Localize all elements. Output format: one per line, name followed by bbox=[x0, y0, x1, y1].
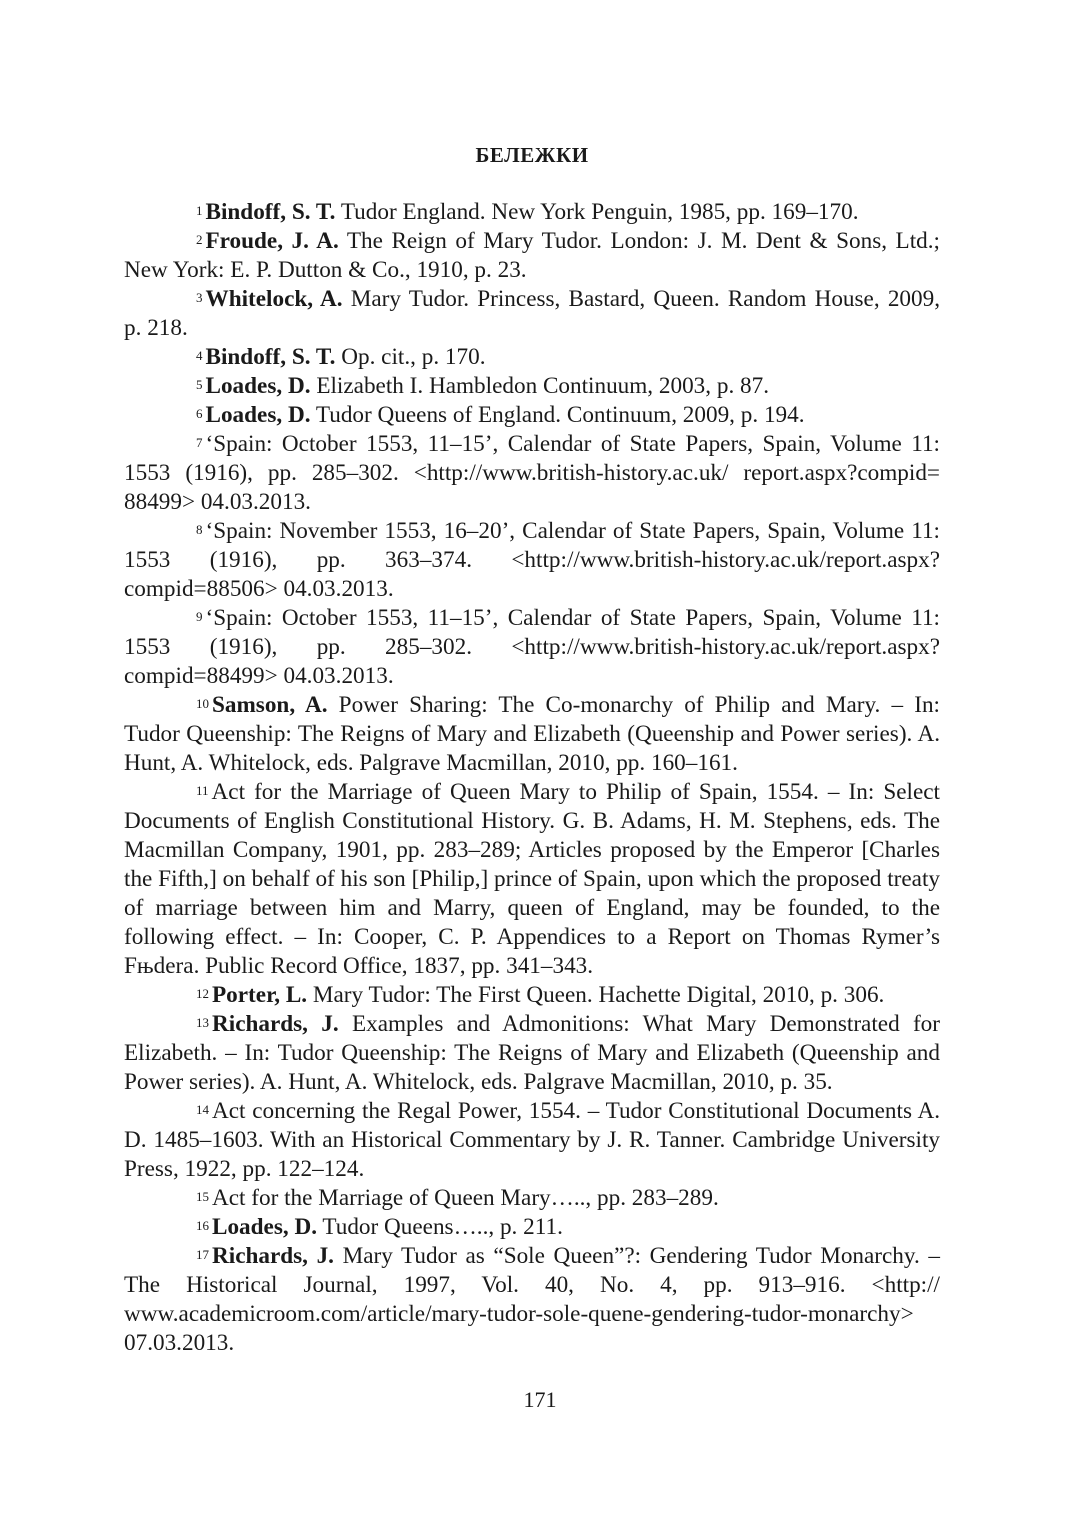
note-text: ‘Spain: November 1553, 16–20’, Calendar of State Papers, Spain, Volume 11: 1553 (1916), pp. 363–374. <http://www.british-history.ac.uk/report.aspx? compid=88506> 04.03.2013. bbox=[124, 518, 940, 602]
note-number: 2 bbox=[196, 232, 203, 247]
note-number: 12 bbox=[196, 986, 209, 1001]
note-number: 11 bbox=[196, 783, 209, 798]
note-text: Tudor Queens of England. Continuum, 2009, p. 194. bbox=[310, 402, 805, 428]
note-text: Act concerning the Regal Power, 1554. – Tudor Constitutional Documents A. D. 1485–1603. With an Historical Commentary by J. R. Tanner. Cambridge University Press, 1922, pp. 122–124. bbox=[124, 1098, 940, 1182]
note-item bbox=[124, 1010, 940, 1097]
note-author: Samson, A. bbox=[212, 692, 328, 718]
note-author: Richards, J. bbox=[212, 1243, 334, 1269]
note-text: The Reign of Mary Tudor. London: J. M. Dent & Sons, Ltd.; New York: E. P. Dutton & Co., 1910, p. 23. bbox=[124, 228, 940, 283]
note-author: Porter, L. bbox=[212, 982, 308, 1008]
note-text: Tudor Queens….., p. 211. bbox=[317, 1214, 563, 1240]
note-item bbox=[124, 430, 940, 517]
note-number: 3 bbox=[196, 290, 203, 305]
note-text: Examples and Admonitions: What Mary Demonstrated for Elizabeth. – In: Tudor Queenship: The Reigns of Mary and Elizabeth (Queenship and Power series). A. Hunt, A. Whitelock, eds. Palgrave Macmillan, 2010, p. 35. bbox=[124, 1011, 940, 1095]
note-number: 1 bbox=[196, 203, 203, 218]
page-body bbox=[124, 140, 940, 1358]
note-item bbox=[124, 778, 940, 981]
note-item bbox=[124, 227, 940, 285]
note-item bbox=[124, 372, 940, 401]
note-text: Act for the Marriage of Queen Mary to Philip of Spain, 1554. – In: Select Documents of English Constitutional History. G. B. Adams, H. M. Stephens, eds. The Macmillan Company, 1901, pp. 283–289; Articles proposed by the Emperor [Charles the Fifth,] on behalf of his son [Philip,] prince of Spain, upon which the proposed treaty of marriage between him and Marry, queen of England, may be founded, to the following effect. – In: Cooper, C. P. Appendices to a Report on Thomas Rymer’s Fњdera. Public Record Office, 1837, pp. 341–343. bbox=[124, 779, 940, 979]
note-item bbox=[124, 604, 940, 691]
note-text: Op. cit., p. 170. bbox=[335, 344, 486, 370]
note-item bbox=[124, 401, 940, 430]
note-number: 17 bbox=[196, 1247, 209, 1262]
note-number: 9 bbox=[196, 609, 203, 624]
note-item bbox=[124, 198, 940, 227]
note-author: Richards, J. bbox=[212, 1011, 339, 1037]
note-text: ‘Spain: October 1553, 11–15’, Calendar of State Papers, Spain, Volume 11: 1553 (1916), pp. 285–302. <http://www.british-history.ac.uk/report.aspx? compid=88499> 04.03.2013. bbox=[124, 605, 940, 689]
page-number: 171 bbox=[523, 1387, 557, 1412]
note-text: Act for the Marriage of Queen Mary….., pp. 283–289. bbox=[212, 1185, 719, 1211]
note-text: Mary Tudor: The First Queen. Hachette Digital, 2010, p. 306. bbox=[307, 982, 885, 1008]
note-item bbox=[124, 1184, 940, 1213]
note-number: 4 bbox=[196, 348, 203, 363]
note-text: Tudor England. New York Penguin, 1985, pp. 169–170. bbox=[335, 199, 859, 225]
note-number: 6 bbox=[196, 406, 203, 421]
note-text: Mary Tudor as “Sole Queen”?: Gendering Tudor Monarchy. – The Historical Journal, 1997, Vol. 40, No. 4, pp. 913–916. <http:// www.academicroom.com/article/mary-tudor-sole-quene-gendering-tudor-monarchy> 07.03.2013. bbox=[124, 1243, 940, 1356]
note-item bbox=[124, 1097, 940, 1184]
note-item bbox=[124, 981, 940, 1010]
note-item bbox=[124, 517, 940, 604]
note-text: Elizabeth I. Hambledon Continuum, 2003, p. 87. bbox=[310, 373, 770, 399]
note-number: 10 bbox=[196, 696, 209, 711]
page-title: БЕЛЕЖКИ bbox=[475, 143, 589, 167]
note-item bbox=[124, 1242, 940, 1358]
note-number: 16 bbox=[196, 1218, 209, 1233]
note-item bbox=[124, 285, 940, 343]
note-author: Loades, D. bbox=[205, 402, 311, 428]
note-author: Whitelock, A. bbox=[205, 286, 343, 312]
note-text: ‘Spain: October 1553, 11–15’, Calendar of State Papers, Spain, Volume 11: 1553 (1916), pp. 285–302. <http://www.british-history.ac.uk/ report.aspx?compid= 88499> 04.03.2013. bbox=[124, 431, 940, 515]
note-author: Loades, D. bbox=[212, 1214, 318, 1240]
note-number: 14 bbox=[196, 1102, 209, 1117]
note-number: 8 bbox=[196, 522, 203, 537]
note-text: Power Sharing: The Co-monarchy of Philip and Mary. – In: Tudor Queenship: The Reigns of Mary and Elizabeth (Queenship and Power series). A. Hunt, A. Whitelock, eds. Palgrave Macmillan, 2010, pp. 160–161. bbox=[124, 692, 940, 776]
note-number: 15 bbox=[196, 1189, 209, 1204]
note-number: 7 bbox=[196, 435, 203, 450]
note-text: Mary Tudor. Princess, Bastard, Queen. Random House, 2009, p. 218. bbox=[124, 286, 940, 341]
note-item bbox=[124, 1213, 940, 1242]
note-author: Froude, J. A. bbox=[205, 228, 339, 254]
notes-list bbox=[124, 198, 940, 1358]
note-item bbox=[124, 343, 940, 372]
note-number: 5 bbox=[196, 377, 203, 392]
note-author: Bindoff, S. T. bbox=[205, 344, 336, 370]
note-item bbox=[124, 691, 940, 778]
note-number: 13 bbox=[196, 1015, 209, 1030]
note-author: Bindoff, S. T. bbox=[205, 199, 336, 225]
note-author: Loades, D. bbox=[205, 373, 311, 399]
